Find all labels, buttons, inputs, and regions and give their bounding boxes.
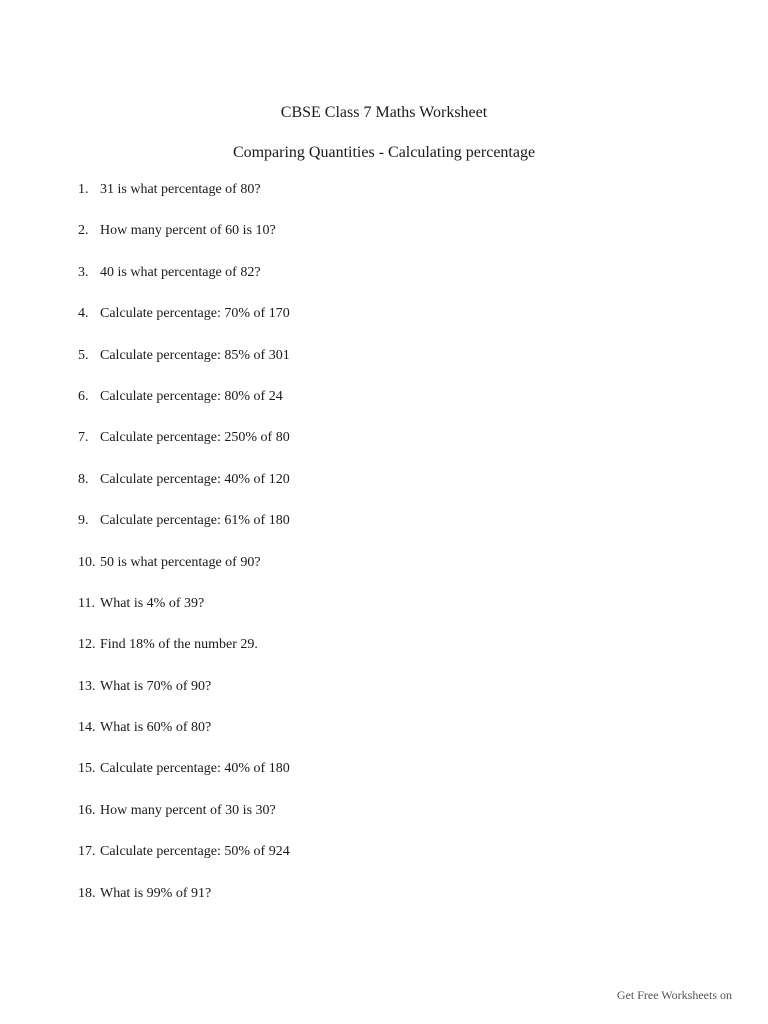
question-number: 16. — [78, 802, 96, 818]
question-number: 14. — [78, 720, 96, 736]
question-text: Find 18% of the number 29. — [100, 637, 258, 653]
question-item — [78, 428, 290, 469]
question-number: 6. — [78, 388, 89, 404]
question-number: 9. — [78, 513, 89, 529]
question-item — [78, 635, 290, 676]
question-text: Calculate percentage: 70% of 170 — [100, 306, 290, 322]
question-text: Calculate percentage: 40% of 120 — [100, 471, 290, 487]
question-number: 7. — [78, 430, 89, 446]
question-number: 13. — [78, 678, 96, 694]
question-number: 10. — [78, 554, 96, 570]
question-text: What is 4% of 39? — [100, 595, 205, 611]
question-item — [78, 180, 290, 221]
question-item — [78, 387, 290, 428]
question-number: 4. — [78, 306, 89, 322]
question-item — [78, 594, 290, 635]
question-item — [78, 346, 290, 387]
question-text: 40 is what percentage of 82? — [100, 264, 261, 280]
question-item — [78, 304, 290, 345]
question-item — [78, 263, 290, 304]
question-text: What is 70% of 90? — [100, 678, 212, 694]
question-text: 31 is what percentage of 80? — [100, 182, 261, 197]
footer-text: Get Free Worksheets on — [616, 988, 732, 1002]
question-text: Calculate percentage: 50% of 924 — [100, 844, 290, 860]
question-text: Calculate percentage: 80% of 24 — [100, 388, 283, 404]
question-number: 18. — [78, 885, 96, 901]
question-number: 17. — [78, 844, 96, 860]
question-number: 8. — [78, 471, 89, 487]
question-item — [78, 884, 290, 925]
question-text: How many percent of 30 is 30? — [100, 802, 276, 818]
question-number: 12. — [78, 637, 96, 653]
question-item — [78, 470, 290, 511]
question-item — [78, 677, 290, 718]
question-item — [78, 801, 290, 842]
question-number: 5. — [78, 347, 89, 363]
question-text: What is 60% of 80? — [100, 720, 212, 736]
question-text: Calculate percentage: 250% of 80 — [100, 430, 290, 446]
question-text: What is 99% of 91? — [100, 885, 212, 901]
question-number: 3. — [78, 264, 89, 280]
question-list — [78, 180, 290, 925]
question-number: 2. — [78, 223, 89, 239]
page-subtitle: Comparing Quantities - Calculating percentage — [232, 144, 536, 161]
question-text: 50 is what percentage of 90? — [100, 554, 261, 570]
question-item — [78, 842, 290, 883]
question-text: Calculate percentage: 85% of 301 — [100, 347, 290, 363]
question-item — [78, 759, 290, 800]
question-text: How many percent of 60 is 10? — [100, 223, 276, 239]
page-title: CBSE Class 7 Maths Worksheet — [280, 104, 488, 121]
question-item — [78, 553, 290, 594]
question-item — [78, 718, 290, 759]
question-number: 11. — [78, 595, 95, 611]
question-text: Calculate percentage: 40% of 180 — [100, 761, 290, 777]
question-number: 1. — [78, 182, 89, 197]
question-item — [78, 511, 290, 552]
question-number: 15. — [78, 761, 96, 777]
question-item — [78, 221, 290, 262]
question-text: Calculate percentage: 61% of 180 — [100, 513, 290, 529]
